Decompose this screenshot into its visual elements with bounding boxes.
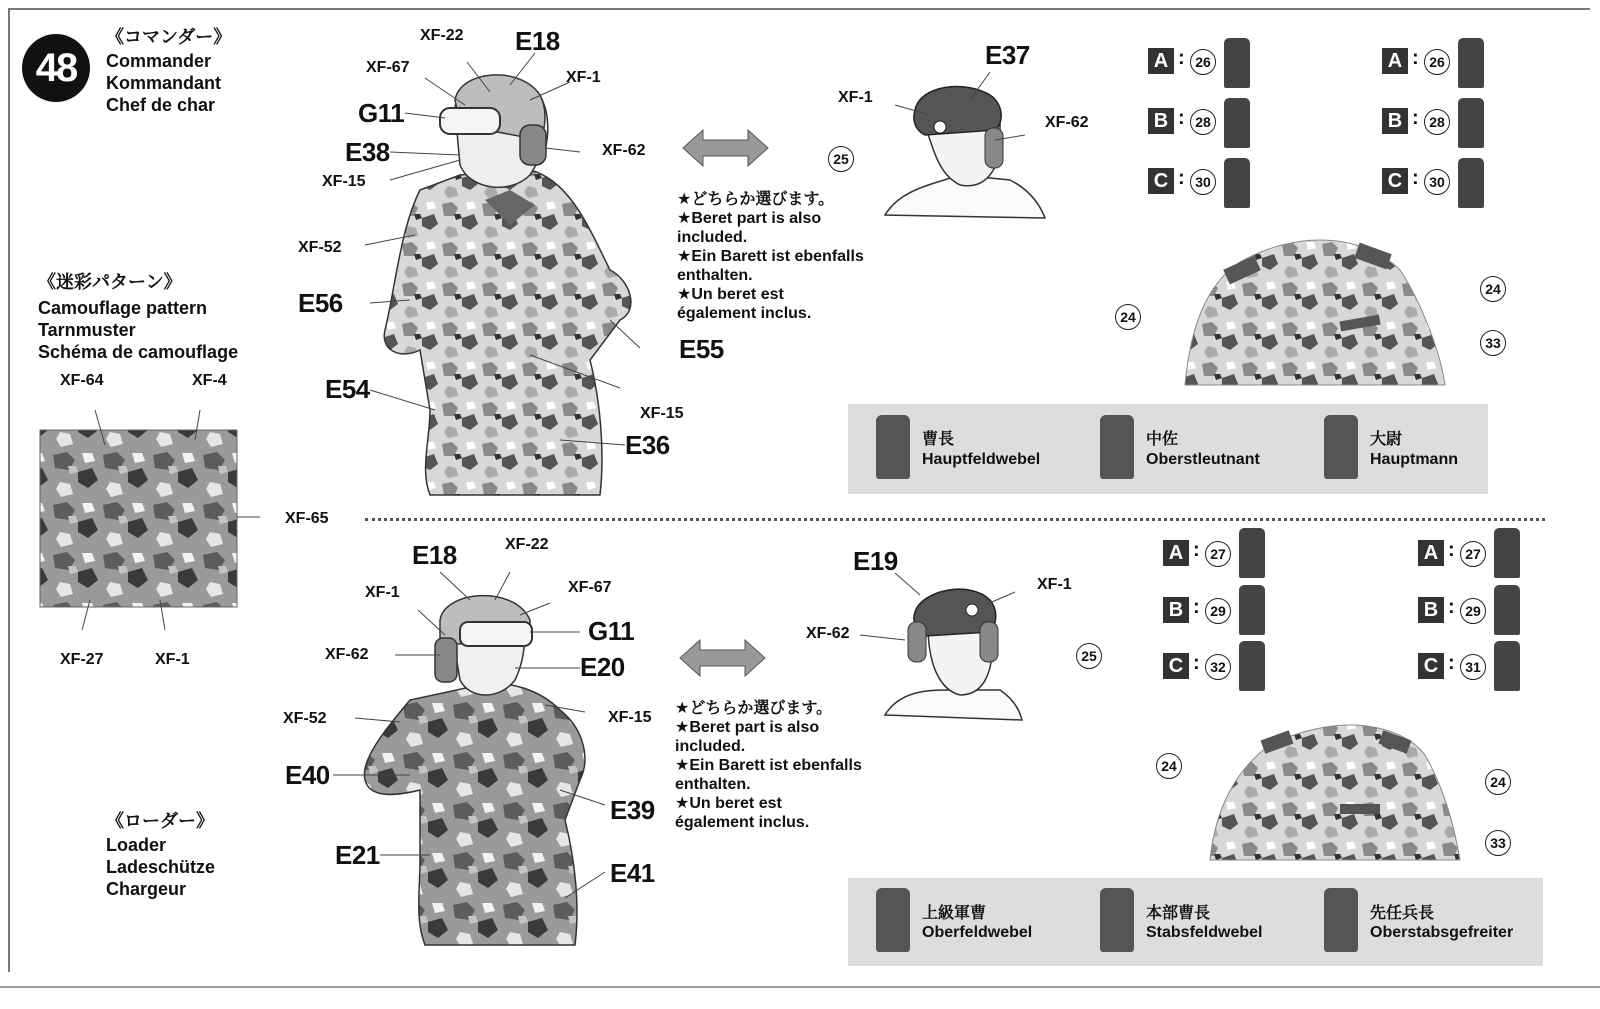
rank-insignia-icon <box>876 415 910 479</box>
commander-beret-head <box>885 87 1045 218</box>
decal-number: 24 <box>1480 276 1506 302</box>
decal-number: 24 <box>1115 304 1141 330</box>
rank-insignia-icon <box>1100 415 1134 479</box>
decal-number: 27 <box>1460 541 1486 567</box>
option-colon: : <box>1448 539 1455 561</box>
paint-callout: XF-67 <box>568 579 612 596</box>
rank-jp: 先任兵長 <box>1370 905 1435 922</box>
commander-title-en: Commander <box>106 51 212 71</box>
camo-title-en: Camouflage pattern <box>38 298 208 318</box>
loader-title-fr: Chargeur <box>106 879 187 899</box>
rank-de: Oberstleutnant <box>1146 451 1260 468</box>
rank-de: Stabsfeldwebel <box>1146 924 1263 941</box>
paint-callout: XF-1 <box>155 651 190 668</box>
decal-number: 24 <box>1156 753 1182 779</box>
beret-note-line: ★どちらか選びます。 <box>675 700 833 717</box>
camo-swatch <box>40 430 237 607</box>
option-key: B <box>1382 108 1408 134</box>
part-label: E56 <box>298 288 343 318</box>
rank-insignia-icon <box>1458 38 1484 88</box>
option-colon: : <box>1448 652 1455 674</box>
rank-insignia-icon <box>876 888 910 952</box>
rank-insignia-icon <box>1324 888 1358 952</box>
beret-note-line: ★どちらか選びます。 <box>677 191 835 208</box>
rank-de: Hauptmann <box>1370 451 1458 468</box>
section-divider <box>365 518 1545 521</box>
rank-insignia-icon <box>1239 641 1265 691</box>
paint-callout: XF-52 <box>298 239 342 256</box>
rank-jp: 大尉 <box>1370 431 1403 448</box>
paint-callout: XF-1 <box>838 89 873 106</box>
commander-title-de: Kommandant <box>106 73 222 93</box>
rank-insignia-icon <box>1458 158 1484 208</box>
option-key: A <box>1382 48 1408 74</box>
beret-note-line: également inclus. <box>677 305 812 322</box>
paint-callout: XF-1 <box>566 69 601 86</box>
beret-note-line: enthalten. <box>675 776 751 793</box>
option-key: B <box>1148 108 1174 134</box>
commander-title-fr: Chef de char <box>106 95 216 115</box>
option-colon: : <box>1193 596 1200 618</box>
rank-insignia-icon <box>1224 38 1250 88</box>
beret-note-line: ★Beret part is also <box>677 210 822 227</box>
decal-number: 30 <box>1190 169 1216 195</box>
option-colon: : <box>1412 47 1419 69</box>
decal-number: 27 <box>1205 541 1231 567</box>
part-label: E36 <box>625 430 670 460</box>
part-label: E21 <box>335 840 380 870</box>
part-label: E37 <box>985 40 1030 70</box>
commander-title-jp: 《コマンダー》 <box>106 27 232 47</box>
rank-insignia-icon <box>1494 641 1520 691</box>
decal-number: 28 <box>1424 109 1450 135</box>
decal-number: 32 <box>1205 654 1231 680</box>
option-key: C <box>1148 168 1174 194</box>
part-label: E54 <box>325 374 370 404</box>
part-label: E18 <box>515 26 560 56</box>
beret-note-line: included. <box>675 738 746 755</box>
option-colon: : <box>1448 596 1455 618</box>
camo-title-fr: Schéma de camouflage <box>38 342 239 362</box>
decal-number: 30 <box>1424 169 1450 195</box>
loader-beret-head <box>885 589 1022 720</box>
decal-number: 28 <box>1190 109 1216 135</box>
part-label: E19 <box>853 546 898 576</box>
paint-callout: XF-62 <box>325 646 369 663</box>
loader-title-jp: 《ローダー》 <box>106 811 214 831</box>
commander-figure <box>384 75 631 495</box>
loader-figure <box>364 596 584 945</box>
decal-number: 24 <box>1485 769 1511 795</box>
rank-insignia-icon <box>1494 528 1520 578</box>
rank-jp: 中佐 <box>1146 431 1179 448</box>
option-key: A <box>1148 48 1174 74</box>
paint-callout: XF-15 <box>640 405 684 422</box>
option-colon: : <box>1178 47 1185 69</box>
choice-arrow-icon <box>683 130 768 166</box>
option-key: C <box>1418 653 1444 679</box>
step-number-badge: 48 <box>22 34 90 102</box>
paint-callout: XF-22 <box>505 536 549 553</box>
decal-number: 26 <box>1190 49 1216 75</box>
decal-number: 29 <box>1460 598 1486 624</box>
option-colon: : <box>1178 107 1185 129</box>
rank-insignia-icon <box>1239 528 1265 578</box>
decal-number: 33 <box>1480 330 1506 356</box>
beret-note-line: included. <box>677 229 748 246</box>
camo-title-jp: 《迷彩パターン》 <box>38 272 182 292</box>
paint-callout: XF-27 <box>60 651 104 668</box>
paint-callout: XF-15 <box>322 173 366 190</box>
rank-jp: 曹長 <box>922 431 955 448</box>
beret-note-line: ★Ein Barett ist ebenfalls <box>677 248 864 265</box>
camo-title-de: Tarnmuster <box>38 320 136 340</box>
option-colon: : <box>1193 539 1200 561</box>
rank-insignia-icon <box>1224 98 1250 148</box>
decal-number: 33 <box>1485 830 1511 856</box>
paint-callout: XF-65 <box>285 510 329 527</box>
loader-title-en: Loader <box>106 835 167 855</box>
option-colon: : <box>1193 652 1200 674</box>
decal-number: 31 <box>1460 654 1486 680</box>
paint-callout: XF-4 <box>192 372 227 389</box>
paint-callout: XF-62 <box>602 142 646 159</box>
option-key: B <box>1163 597 1189 623</box>
part-label: E41 <box>610 858 655 888</box>
rank-insignia-icon <box>1458 98 1484 148</box>
option-colon: : <box>1412 107 1419 129</box>
decal-number: 29 <box>1205 598 1231 624</box>
option-key: C <box>1382 168 1408 194</box>
rank-insignia-icon <box>1224 158 1250 208</box>
decal-number: 25 <box>1076 643 1102 669</box>
part-label: E40 <box>285 760 330 790</box>
option-key: C <box>1163 653 1189 679</box>
paint-callout: XF-1 <box>365 584 400 601</box>
part-label: G11 <box>358 98 405 128</box>
paint-callout: XF-52 <box>283 710 327 727</box>
option-key: A <box>1163 540 1189 566</box>
commander-shoulder-detail <box>1185 240 1445 385</box>
part-label: E39 <box>610 795 655 825</box>
choice-arrow-icon <box>680 640 765 676</box>
paint-callout: XF-67 <box>366 59 410 76</box>
paint-callout: XF-62 <box>806 625 850 642</box>
decal-number: 25 <box>828 146 854 172</box>
rank-insignia-icon <box>1239 585 1265 635</box>
beret-note-line: ★Un beret est <box>677 286 784 303</box>
paint-callout: XF-1 <box>1037 576 1072 593</box>
decal-number: 26 <box>1424 49 1450 75</box>
rank-de: Hauptfeldwebel <box>922 451 1041 468</box>
part-label: E55 <box>679 334 724 364</box>
loader-title-de: Ladeschütze <box>106 857 216 877</box>
part-label: G11 <box>588 616 635 646</box>
rank-insignia-icon <box>1100 888 1134 952</box>
beret-note-line: enthalten. <box>677 267 753 284</box>
paint-callout: XF-22 <box>420 27 464 44</box>
rank-insignia-icon <box>1324 415 1358 479</box>
option-colon: : <box>1412 167 1419 189</box>
rank-jp: 本部曹長 <box>1146 905 1211 922</box>
paint-callout: XF-62 <box>1045 114 1089 131</box>
beret-note-line: ★Un beret est <box>675 795 782 812</box>
paint-callout: XF-64 <box>60 372 104 389</box>
beret-note-line: ★Beret part is also <box>675 719 820 736</box>
part-label: E20 <box>580 652 625 682</box>
part-label: E18 <box>412 540 457 570</box>
beret-note-line: ★Ein Barett ist ebenfalls <box>675 757 862 774</box>
commander-rank-panel <box>848 404 1488 494</box>
option-key: B <box>1418 597 1444 623</box>
rank-de: Oberstabsgefreiter <box>1370 924 1514 941</box>
beret-note-line: également inclus. <box>675 814 810 831</box>
rank-insignia-icon <box>1494 585 1520 635</box>
part-label: E38 <box>345 137 390 167</box>
rank-de: Oberfeldwebel <box>922 924 1033 941</box>
loader-shoulder-detail <box>1210 725 1460 860</box>
option-colon: : <box>1178 167 1185 189</box>
paint-callout: XF-15 <box>608 709 652 726</box>
rank-jp: 上級軍曹 <box>922 905 987 922</box>
option-key: A <box>1418 540 1444 566</box>
